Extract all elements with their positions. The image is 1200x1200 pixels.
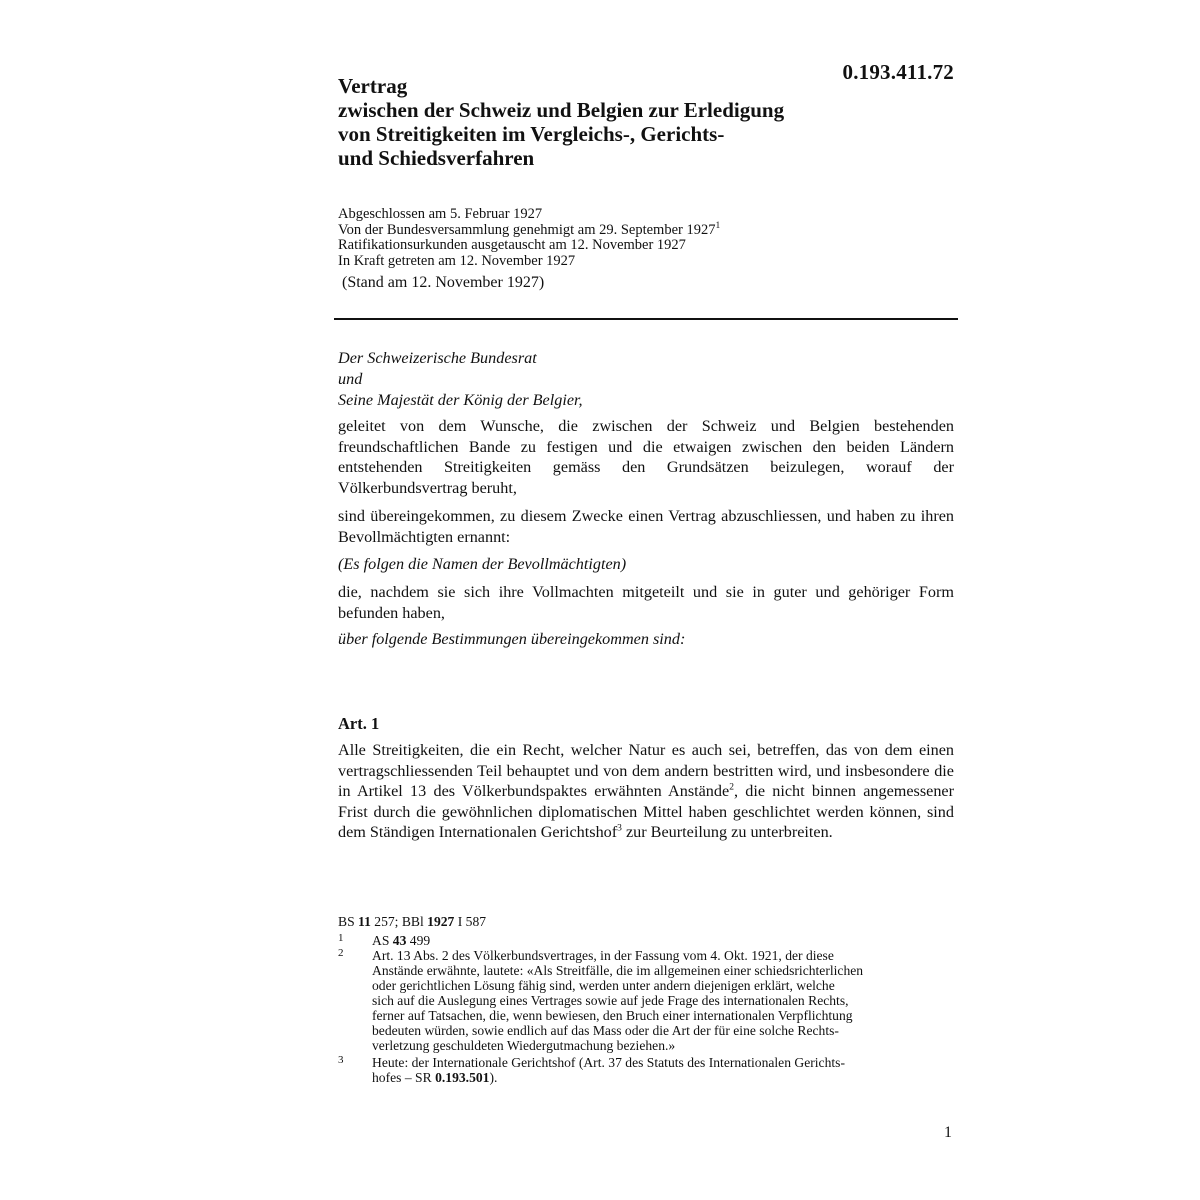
title-line: von Streitigkeiten im Vergleichs-, Gerichts- bbox=[338, 122, 725, 146]
footnote-line bbox=[372, 1070, 958, 1085]
footnote-line: ferner auf Tatsachen, die, wenn bewiesen, den Bruch einer internationalen Verpflichtung bbox=[372, 1008, 853, 1023]
approved-text: Von der Bundesversammlung genehmigt am 29. September 1927 bbox=[338, 221, 716, 238]
source-text: 257; BBl bbox=[370, 914, 428, 929]
title-line: und Schiedsverfahren bbox=[338, 146, 535, 170]
footnote-text: ). bbox=[489, 1070, 498, 1085]
footnote-text: hofes – SR bbox=[372, 1070, 436, 1085]
preamble-paragraph-3: die, nachdem sie sich ihre Vollmachten mitgeteilt und sie in guter und gehöriger Form befunden haben, bbox=[338, 583, 954, 622]
source-volume: 11 bbox=[358, 914, 371, 929]
treaty-metadata bbox=[338, 207, 938, 291]
party-2: Seine Majestät der König der Belgier, bbox=[338, 391, 583, 409]
source-text: I 587 bbox=[454, 914, 487, 929]
sr-number: 0.193.411.72 bbox=[842, 60, 954, 84]
footnote-text: AS bbox=[372, 933, 393, 948]
title-line: Vertrag bbox=[338, 74, 408, 98]
party-1: Der Schweizerische Bundesrat bbox=[338, 349, 537, 367]
source-reference bbox=[338, 914, 958, 929]
footnote-line: verletzung geschuldeten Wiedergutmachung beziehen.» bbox=[372, 1038, 676, 1053]
article-1-text-part: zur Beurteilung zu unterbreiten. bbox=[621, 823, 833, 842]
source-year: 1927 bbox=[427, 914, 455, 929]
footnote-ref-1: 1 bbox=[715, 220, 721, 231]
header-divider bbox=[334, 318, 958, 320]
footnote-line: bedeuten würden, sowie endlich auf das Mass oder die Art der für eine solche Rechts- bbox=[372, 1023, 839, 1038]
footnote-line: sich auf die Auslegung eines Vertrages sowie auf jede Frage des internationalen Rechts, bbox=[372, 993, 849, 1008]
footnote-2 bbox=[338, 948, 958, 1053]
footnote-ref-2: 2 bbox=[729, 782, 734, 793]
ratification-date: Ratifikationsurkunden ausgetauscht am 12. November 1927 bbox=[338, 237, 686, 253]
preamble-paragraph-2: sind übereingekommen, zu diesem Zwecke einen Vertrag abzuschliessen, und haben zu ihren Bevollmächtigten ernannt: bbox=[338, 507, 954, 546]
footnote-number: 3 bbox=[338, 1054, 344, 1066]
sr-reference: 0.193.501 bbox=[435, 1070, 490, 1085]
approved-date bbox=[338, 220, 938, 239]
status-date: (Stand am 12. November 1927) bbox=[342, 274, 545, 291]
article-1-text bbox=[338, 740, 954, 843]
footnote-volume: 43 bbox=[392, 933, 407, 948]
source-text: BS bbox=[338, 914, 359, 929]
article-1-text-part: Alle Streitigkeiten, die ein Recht, welcher Natur es auch sei, betreffen, das von dem einen vertragschliessenden Teil behauptet und von dem andern bestritten wird, und insbesondere die in Artikel 13 des Völkerbundspaktes erwähnten Anstände bbox=[338, 741, 954, 801]
page-number: 1 bbox=[944, 1124, 952, 1141]
footnote-line: Heute: der Internationale Gerichtshof (Art. 37 des Statuts des Internationalen Gerichts- bbox=[372, 1055, 845, 1070]
concluded-date: Abgeschlossen am 5. Februar 1927 bbox=[338, 206, 543, 222]
preamble-closing: über folgende Bestimmungen übereingekommen sind: bbox=[338, 630, 686, 648]
in-force-date: In Kraft getreten am 12. November 1927 bbox=[338, 252, 576, 269]
document-title bbox=[338, 74, 898, 170]
preamble-paragraph-1: geleitet von dem Wunsche, die zwischen der Schweiz und Belgien bestehenden freundschaftlichen Bande zu festigen und die etwaigen zwischen den beiden Ländern entstehenden Streitigkeiten gemäss den Grundsätzen beizulegen, worauf der Völkerbundsvertrag beruht, bbox=[338, 417, 954, 497]
title-line: zwischen der Schweiz und Belgien zur Erledigung bbox=[338, 98, 785, 122]
footnote-line: Art. 13 Abs. 2 des Völkerbundsvertrages, in der Fassung vom 4. Okt. 1921, der diese bbox=[372, 948, 834, 963]
footnote-line: oder gerichtlichen Lösung fähig sind, werden unter andern diejenigen erklärt, welche bbox=[372, 978, 835, 993]
footnote-line: Anstände erwähnte, lautete: «Als Streitfälle, die im allgemeinen einer schiedsrichterlichen bbox=[372, 963, 864, 978]
plenipotentiaries-note: (Es folgen die Namen der Bevollmächtigten) bbox=[338, 555, 627, 573]
and-word: und bbox=[338, 370, 363, 388]
footnotes bbox=[338, 914, 958, 1085]
article-1-title: Art. 1 bbox=[338, 714, 380, 733]
footnote-text: 499 bbox=[406, 933, 431, 948]
footnote-number: 1 bbox=[338, 932, 344, 944]
article-1-text-part: , die nicht binnen angemessener Frist durch die gewöhnlichen diplomatischen Mittel haben geschlichtet werden können, sind dem Ständigen Internationalen Gerichtshof bbox=[338, 782, 954, 842]
footnote-3 bbox=[338, 1055, 958, 1085]
footnote-ref-3: 3 bbox=[617, 823, 622, 834]
footnote-number: 2 bbox=[338, 947, 344, 959]
footnote-1 bbox=[338, 933, 958, 948]
